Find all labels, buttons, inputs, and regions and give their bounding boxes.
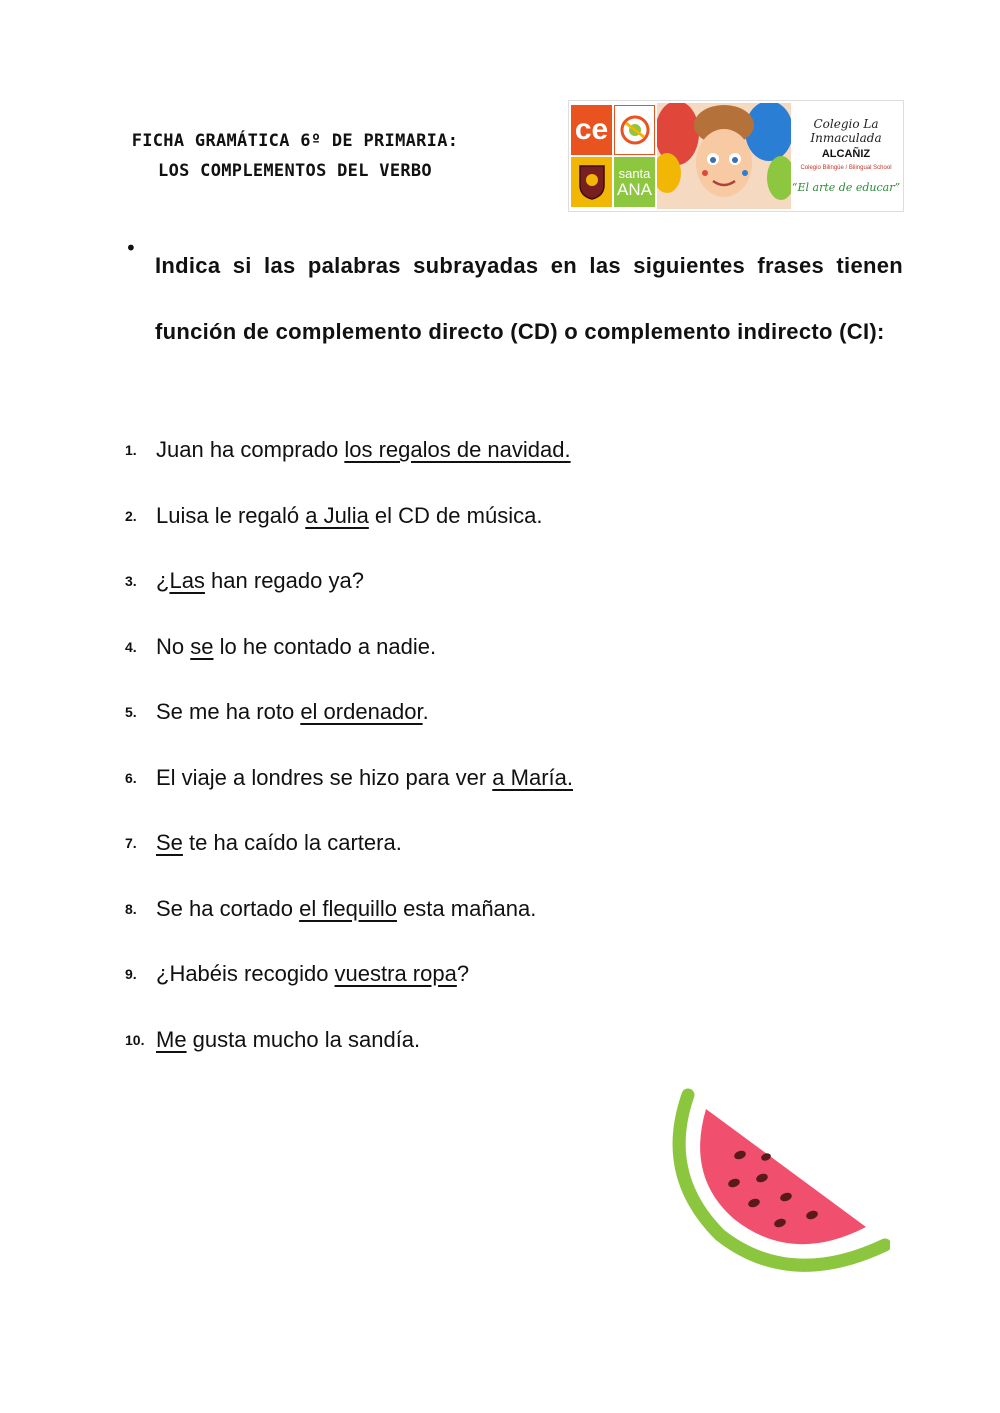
sentence-underlined: a María. [492,764,573,790]
logo-santa-ana [614,157,655,207]
sentence-number: 3. [125,573,137,589]
sentence-text-before: El viaje a londres se hizo para ver [156,764,493,790]
logo-ana: ANA [617,180,652,199]
child-painted-hands-photo [657,103,791,209]
sentence-underlined: vuestra ropa [334,961,457,986]
logo-ce: ce [571,105,612,155]
sentence-number: 9. [125,966,137,982]
title-line-2: LOS COMPLEMENTOS DEL VERBO [158,161,432,181]
sentence-item [125,632,436,662]
sentence-text-before: Se me ha roto [156,699,301,724]
sentence-text-before: Se ha cortado [156,895,300,921]
sentence-item [125,1025,420,1055]
sentence-text-before: Luisa le regaló [156,502,306,528]
sentence-underlined: Se [156,830,183,855]
sentence-number: 5. [125,704,137,720]
sentence-underlined: el ordenador [300,699,423,724]
sentence-text-before: ¿Habéis recogido [156,961,335,986]
instructions-text: Indica si las palabras subrayadas en las siguientes frases tienen función de complemento directo (CD) o complemento indirecto (CI): [155,253,903,344]
sentence-number: 4. [125,638,137,655]
crest-icon [571,157,612,207]
sentence-underlined: el flequillo [299,895,397,921]
sentence-number: 8. [125,900,137,917]
watermelon-slice-icon [650,1085,890,1285]
sentence-item [125,959,469,989]
sentence-text-after: el CD de música. [368,502,543,528]
sentence-text-after: . [422,699,429,724]
sentence-text-before: ¿ [156,568,170,593]
sentence-underlined: los regalos de navidad. [344,437,571,462]
title-line-1: FICHA GRAMÁTICA 6º DE PRIMARIA: [131,131,459,151]
school-city: ALCAÑIZ [821,148,871,160]
sentence-text-after: esta mañana. [396,895,537,921]
sentence-text-before: No [156,633,191,659]
bullet-icon: • [125,236,137,260]
worksheet-title [70,126,520,186]
sentence-text-after: ? [456,961,470,986]
sentence-item [125,566,364,596]
school-name: Colegio La Inmaculada [810,117,882,145]
sentence-item [125,894,536,924]
sentence-item [125,435,571,465]
sentence-item [125,763,573,793]
sentence-number: 7. [125,835,137,851]
school-logo-banner [568,100,904,212]
sentence-underlined: Las [169,568,205,593]
sentence-underlined: a Julia [305,502,369,528]
sentence-number: 10. [125,1031,145,1048]
sentence-text-after: gusta mucho la sandía. [186,1026,421,1052]
logo-symbol-icon [614,105,655,155]
school-info [791,117,901,194]
sentence-item [125,697,429,727]
sentence-text-after: lo he contado a nadie. [213,633,437,659]
school-subtitle: Colegio Bilingüe / Bilingual School [800,165,892,171]
sentence-number: 6. [125,769,137,786]
sentence-text-after: han regado ya? [204,568,364,593]
logo-santa: santa [618,166,651,181]
sentence-number: 2. [125,507,137,524]
school-motto: “El arte de educar” [791,181,901,194]
sentence-text-before: Juan ha comprado [156,437,345,462]
sentence-item [125,501,542,531]
sentence-number: 1. [125,442,137,458]
sentence-item [125,828,402,858]
sentence-text-after: te ha caído la cartera. [182,830,402,855]
sentence-underlined: se [190,633,214,659]
school-logo-grid [571,105,655,207]
sentence-underlined: Me [156,1026,187,1052]
